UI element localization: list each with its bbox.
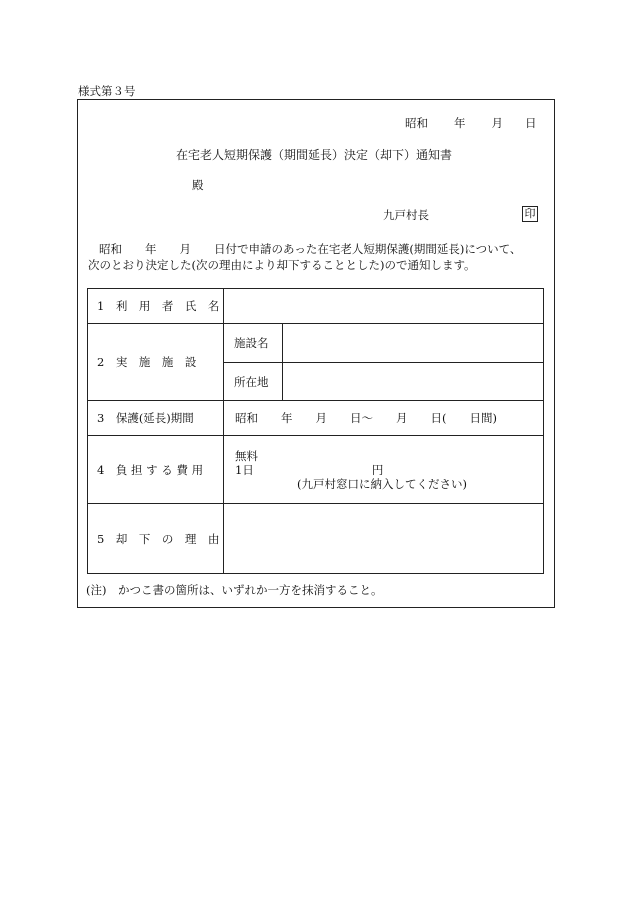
document-title: 在宅老人短期保護（期間延長）決定（却下）通知書 xyxy=(176,148,453,162)
date-era: 昭和 xyxy=(405,116,428,130)
row-cost xyxy=(88,436,544,504)
cost-per-day: 1日 円 xyxy=(235,462,384,477)
body-line-1: 昭和 年 月 日付で申請のあった在宅老人短期保護(期間延長)について、 xyxy=(98,242,522,256)
period-value: 昭和 年 月 日～ 月 日( 日間) xyxy=(224,401,544,436)
cost-free: 無料 xyxy=(235,448,258,463)
facility-name-label: 施設名 xyxy=(224,324,283,363)
cost-value xyxy=(224,436,544,504)
row-user-name xyxy=(88,289,544,324)
details-table xyxy=(87,288,544,574)
facility-address-value xyxy=(283,363,544,401)
issuer: 九戸村長 xyxy=(383,208,429,222)
date-line xyxy=(405,118,537,130)
facility-address-label: 所在地 xyxy=(224,363,283,401)
addressee: 殿 xyxy=(192,178,204,192)
date-day: 日 xyxy=(525,116,537,130)
row-reject-reason xyxy=(88,504,544,574)
cost-label: 4 負 担 す る 費 用 xyxy=(88,436,224,504)
facility-label: 2 実 施 施 設 xyxy=(88,324,224,401)
form-number: 様式第３号 xyxy=(78,84,136,98)
date-year: 年 xyxy=(454,116,466,130)
reject-reason-value xyxy=(224,504,544,574)
cost-note: (九戸村窓口に納入してください) xyxy=(297,476,467,491)
footnote: (注) かつこ書の箇所は、いずれか一方を抹消すること。 xyxy=(86,583,383,597)
row-facility-name xyxy=(88,324,544,363)
seal-mark: 印 xyxy=(522,206,538,222)
period-label: 3 保護(延長)期間 xyxy=(88,401,224,436)
user-name-value xyxy=(224,289,544,324)
facility-name-value xyxy=(283,324,544,363)
row-period xyxy=(88,401,544,436)
user-name-label: 1 利 用 者 氏 名 xyxy=(88,289,224,324)
body-text xyxy=(88,241,548,273)
reject-reason-label: 5 却 下 の 理 由 xyxy=(88,504,224,574)
date-month: 月 xyxy=(491,116,503,130)
body-line-2: 次のとおり決定した(次の理由により却下することとした)ので通知します。 xyxy=(88,258,476,272)
